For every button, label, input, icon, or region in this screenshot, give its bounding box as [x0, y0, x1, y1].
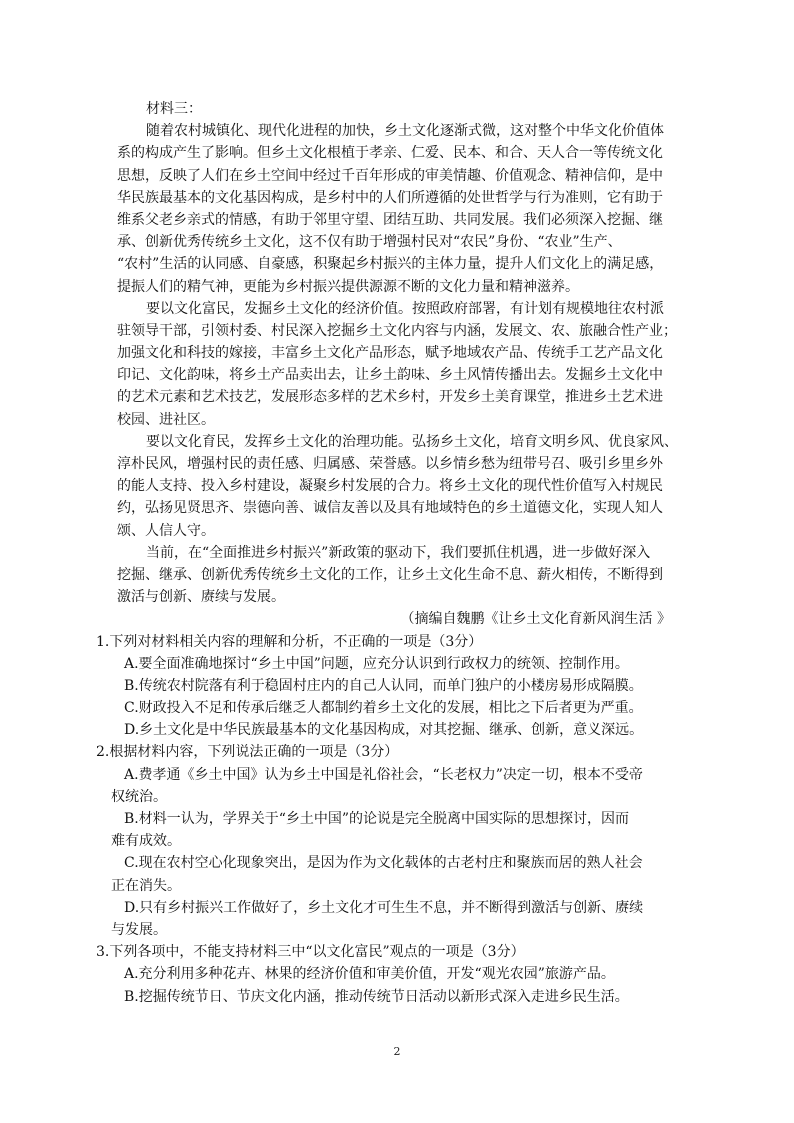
text-line: 华民族最基本的文化基因构成，是乡村中的人们所遵循的处世哲学与行为准则，它有助于 [117, 189, 663, 206]
text-line: 的能人支持、投入乡村建设，凝聚乡村发展的合力。将乡土文化的现代性价值写入村规民 [117, 478, 663, 495]
option-line: 与发展。 [111, 921, 167, 938]
question-2 [96, 741, 677, 941]
text-line: 挖掘、继承、创新优秀传统乡土文化的工作，让乡土文化生命不息、薪火相传，不断得到 [117, 566, 663, 583]
option-b[interactable]: B.挖掘传统节日、节庆文化内涵，推动传统节日活动以新形式深入走进乡民生活。 [124, 988, 629, 1005]
material-title: 材料三： [146, 101, 202, 117]
option-d[interactable]: D.乡土文化是中华民族最基本的文化基因构成，对其挖掘、继承、创新，意义深远。 [124, 722, 644, 739]
paragraph-1 [117, 120, 677, 298]
text-line: 的艺术元素和艺术技艺，发展形态多样的艺术乡村，开发乡土美育课堂，推进乡土艺术进 [117, 389, 663, 406]
text-line: 提振人们的精气神，更能为乡村振兴提供源源不断的文化力量和精神滋养。 [117, 278, 579, 295]
text-line: 颂、人信人守。 [117, 522, 215, 539]
question-stem: 2.根据材料内容，下列说法正确的一项是（3分） [96, 744, 399, 761]
paragraph-3 [117, 431, 677, 542]
page-number: 2 [393, 1045, 401, 1058]
text-line: 激活与创新、赓续与发展。 [117, 589, 285, 606]
option-c[interactable] [96, 852, 677, 896]
text-line: 校园、进社区。 [117, 411, 215, 428]
option-d[interactable] [96, 897, 677, 941]
paragraph-2 [117, 298, 677, 431]
text-line: 随着农村城镇化、现代化进程的加快，乡土文化逐渐式微，这对整个中华文化价值体 [146, 123, 664, 140]
text-line: 要以文化育民，发挥乡土文化的治理功能。弘扬乡土文化，培育文明乡风、优良家风、 [146, 433, 678, 450]
option-line: D.只有乡村振兴工作做好了，乡土文化才可生生不息，并不断得到激活与创新、赓续 [124, 899, 644, 916]
text-line: “农村”生活的认同感、自豪感，积聚起乡村振兴的主体力量，提升人们文化上的满足感， [117, 256, 664, 273]
option-line: A.费孝通《乡土中国》认为乡土中国是礼俗社会，“长老权力”决定一切，根本不受帝 [124, 766, 643, 783]
question-3 [96, 941, 677, 1008]
option-c[interactable]: C.财政投入不足和传承后继乏人都制约着乡土文化的发展，相比之下后者更为严重。 [124, 700, 643, 717]
text-line: 维系父老乡亲式的情感，有助于邻里守望、团结互助、共同发展。我们必须深入挖掘、继 [117, 211, 663, 228]
text-line: 要以文化富民，发掘乡土文化的经济价值。按照政府部署，有计划有规模地往农村派 [146, 300, 664, 317]
option-line: C.现在农村空心化现象突出，是因为作为文化载体的古老村庄和聚族而居的熟人社会 [124, 855, 643, 872]
question-stem: 1.下列对材料相关内容的理解和分析，不正确的一项是（3分） [96, 633, 483, 650]
paragraph-4 [117, 542, 677, 609]
question-stem: 3.下列各项中，不能支持材料三中“以文化富民”观点的一项是（3分） [96, 944, 525, 961]
option-line: 正在消失。 [111, 877, 181, 894]
text-line: 印记、文化韵味，将乡土产品卖出去，让乡土韵味、乡土风情传播出去。发掘乡土文化中 [117, 367, 663, 384]
text-line: 驻领导干部，引领村委、村民深入挖掘乡土文化内容与内涵，发展文、农、旅融合性产业； [117, 322, 677, 339]
text-line: 约，弘扬见贤思齐、崇德向善、诚信友善以及具有地域特色的乡土道德文化，实现人知人 [117, 500, 663, 517]
option-a[interactable] [96, 764, 677, 808]
option-a[interactable]: A.要全面准确地探讨“乡土中国”问题，应充分认识到行政权力的统领、控制作用。 [124, 655, 629, 672]
document-body [96, 98, 678, 1008]
text-line: 思想，反映了人们在乡土空间中经过千百年形成的审美情趣、价值观念、精神信仰，是中 [117, 167, 663, 184]
option-b[interactable]: B.传统农村院落有利于稳固村庄内的自己人认同，而单门独户的小楼房易形成隔膜。 [124, 677, 643, 694]
option-b[interactable] [96, 808, 677, 852]
source-citation: （摘编自魏鹏《让乡土文化育新风润生活 》 [400, 611, 671, 628]
option-line: 权统治。 [111, 788, 167, 805]
text-line: 当前，在“全面推进乡村振兴”新政策的驱动下，我们要抓住机遇，进一步做好深入 [146, 544, 651, 561]
text-line: 承、创新优秀传统乡土文化，这不仅有助于增强村民对“农民”身份、“农业”生产、 [117, 234, 622, 251]
text-line: 淳朴民风，增强村民的责任感、归属感、荣誉感。以乡情乡愁为纽带号召、吸引乡里乡外 [117, 456, 663, 472]
option-line: B.材料一认为，学界关于“乡土中国”的论说是完全脱离中国实际的思想探讨，因而 [124, 811, 630, 827]
text-line: 系的构成产生了影响。但乡土文化根植于孝亲、仁爱、民本、和合、天人合一等传统文化 [117, 145, 663, 162]
option-line: 难有成效。 [111, 833, 181, 850]
text-line: 加强文化和科技的嫁接，丰富乡土文化产品形态，赋予地域农产品、传统手工艺产品文化 [117, 345, 663, 362]
question-1 [96, 631, 677, 742]
option-a[interactable]: A.充分利用多种花卉、林果的经济价值和审美价值，开发“观光农园”旅游产品。 [124, 966, 615, 983]
